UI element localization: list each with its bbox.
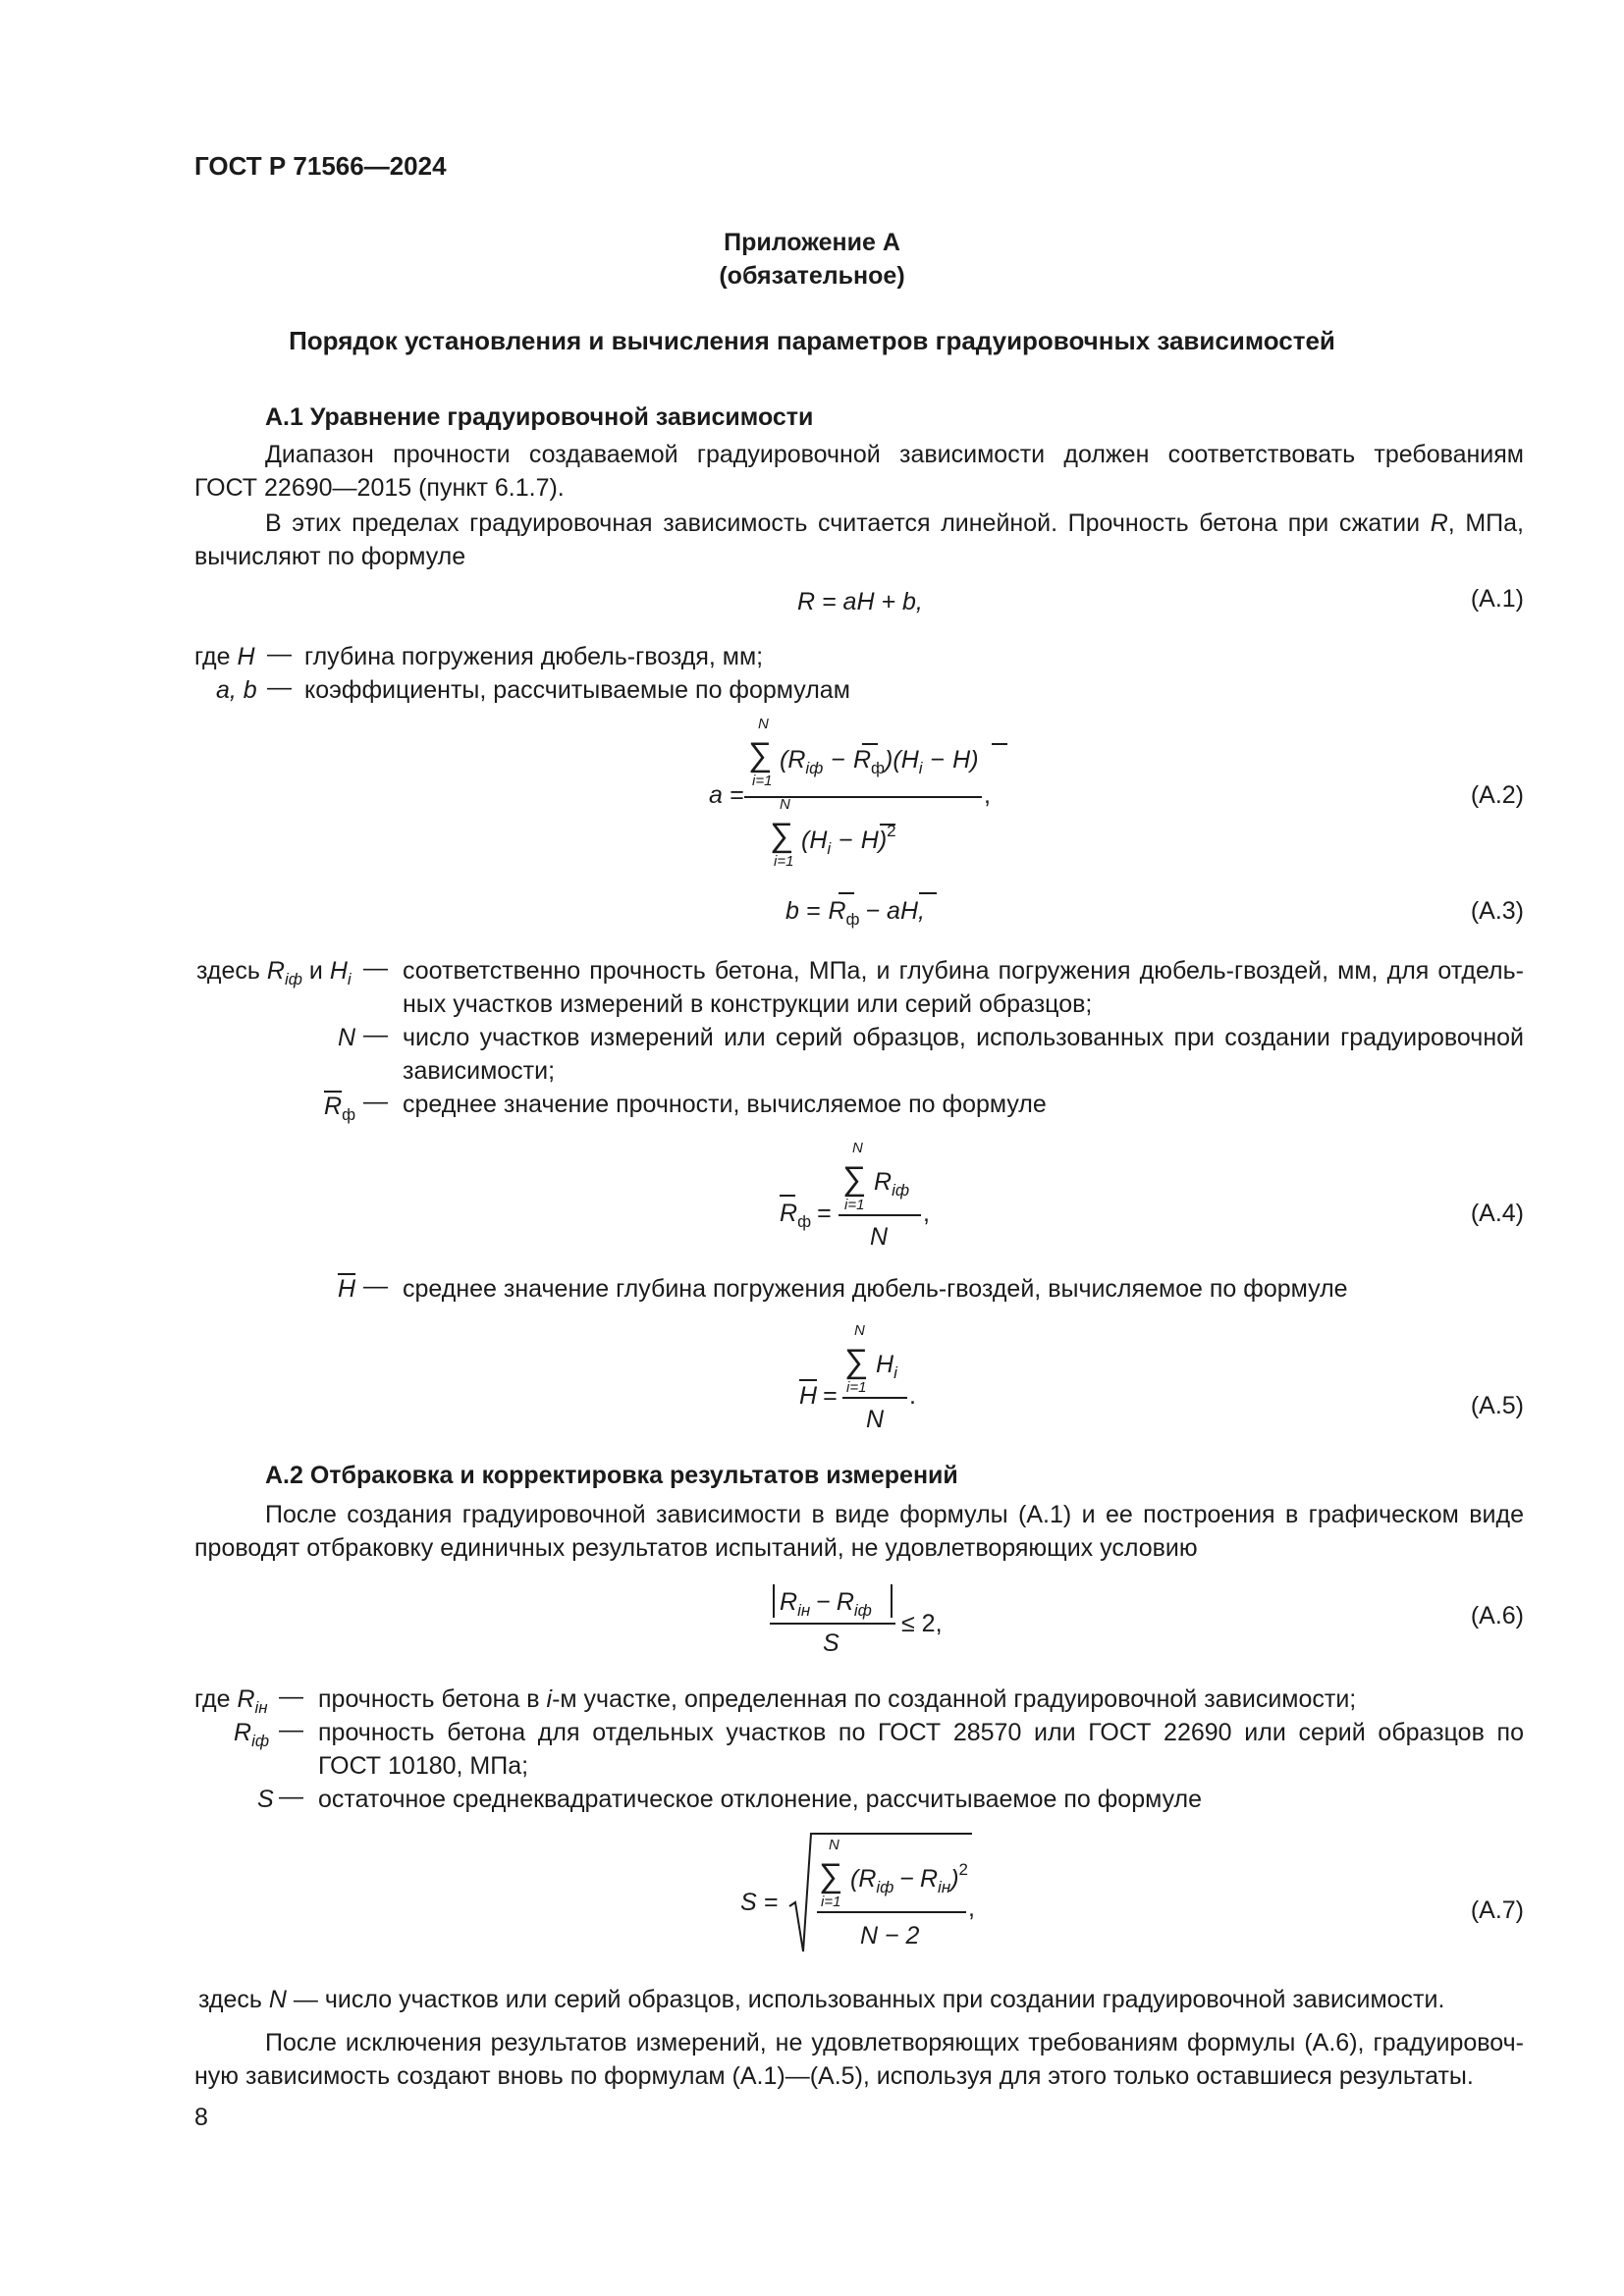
svg-text:S =: S = bbox=[740, 1889, 779, 1916]
definition-text: среднее значение глубина погружения дюбель-гвоздей, вычисляемое по формуле bbox=[403, 1275, 1348, 1303]
definition-symbol: N bbox=[338, 1024, 356, 1051]
page-title: Порядок установления и вычисления параметров градуировочных зависимостей bbox=[289, 326, 1335, 355]
svg-text:N: N bbox=[866, 1406, 885, 1433]
definition-text: зависимости; bbox=[403, 1057, 556, 1085]
paragraph-line: ную зависимость создают вновь по формулам (А.1)—(А.5), используя для этого только оставшиеся результаты. bbox=[194, 2062, 1474, 2090]
svg-text:N: N bbox=[829, 1837, 839, 1853]
definition-dash: — bbox=[363, 1088, 388, 1115]
definition-dash: — bbox=[363, 1021, 388, 1048]
svg-text:i=1: i=1 bbox=[821, 1894, 841, 1910]
sum-bottom: i=1 bbox=[752, 773, 773, 789]
definition-text: ных участков измерений в конструкции или серий образцов; bbox=[403, 990, 1093, 1018]
svg-text:(Hi−H)2: $(H_i - H)^2$ bbox=[801, 822, 896, 858]
paragraph-line: Диапазон прочности создаваемой градуировочной зависимости должен соответствовать требованиям bbox=[265, 441, 1524, 468]
definition-text: прочность бетона в i-м участке, определенная по созданной градуировочной зависимости; bbox=[318, 1685, 1357, 1713]
equation-number: (А.3) bbox=[1470, 897, 1524, 925]
svg-text:,: , bbox=[984, 781, 991, 809]
svg-text:,: , bbox=[923, 1200, 930, 1227]
section-a1-heading: А.1 Уравнение градуировочной зависимости bbox=[265, 403, 814, 431]
svg-text:(Riф−Rф)(Hi−H): $(R_{iф} - R_ф)(H_i - H)$ bbox=[780, 746, 979, 777]
equation-a6 bbox=[766, 1571, 962, 1659]
equation-number: (А.6) bbox=[1470, 1602, 1524, 1629]
definition-symbol: a, b bbox=[216, 676, 257, 704]
equation-a3 bbox=[776, 883, 972, 933]
sigma-symbol: ∑ bbox=[770, 817, 794, 854]
paragraph-line: После исключения результатов измерений, не удовлетворяющих требованиям формулы (А.6), градуировоч- bbox=[265, 2029, 1524, 2056]
definition-symbol: $\overline{H}$ bbox=[338, 1275, 356, 1303]
definition-text: соответственно прочность бетона, МПа, и глубина погружения дюбель-гвоздей, мм, для отдель- bbox=[403, 957, 1524, 985]
definition-text: глубина погружения дюбель-гвоздя, мм; bbox=[304, 643, 764, 670]
definition-symbol: $\overline{R}_ф$ bbox=[324, 1093, 356, 1124]
paragraph-line: После создания градуировочной зависимости в виде формулы (А.1) и ее построения в графическом виде bbox=[265, 1501, 1524, 1528]
definition-symbol: где $R_{iн}$ bbox=[194, 1685, 268, 1717]
appendix-title: Приложение А bbox=[724, 229, 900, 256]
equation-number: (А.5) bbox=[1470, 1392, 1524, 1419]
paragraph-line: ГОСТ 22690—2015 (пункт 6.1.7). bbox=[194, 474, 565, 502]
definition-dash: — bbox=[363, 954, 388, 982]
definition-dash: — bbox=[363, 1272, 388, 1300]
page-number: 8 bbox=[194, 2104, 208, 2131]
equation-a7 bbox=[727, 1828, 1001, 1955]
sum-top: N bbox=[758, 716, 769, 732]
svg-text:,: , bbox=[968, 1895, 975, 1922]
svg-text:N: N bbox=[852, 1140, 863, 1156]
section-a2-heading: А.2 Отбраковка и корректировка результатов измерений bbox=[265, 1462, 958, 1489]
definition-text: среднее значение прочности, вычисляемое по формуле bbox=[403, 1091, 1047, 1118]
equation-a2 bbox=[687, 715, 1041, 881]
svg-text:N: N bbox=[870, 1223, 889, 1251]
equation-number: (А.7) bbox=[1470, 1896, 1524, 1924]
sigma-symbol: ∑ bbox=[748, 736, 773, 774]
equation-a5 bbox=[785, 1321, 982, 1439]
definition-text: остаточное среднеквадратическое отклонение, рассчитываемое по формуле bbox=[318, 1786, 1203, 1813]
paragraph-line: вычисляют по формуле bbox=[194, 543, 466, 570]
definition-dash: — bbox=[279, 1716, 303, 1743]
definition-symbol: $R_{iф}$ bbox=[234, 1719, 270, 1750]
svg-text:S: S bbox=[823, 1629, 839, 1657]
definition-text: прочность бетона для отдельных участков по ГОСТ 28570 или ГОСТ 22690 или серий образцов по bbox=[318, 1719, 1524, 1746]
svg-text:i=1: i=1 bbox=[774, 853, 794, 870]
definition-symbol: здесь $R_{iф}$ и $H_i$ bbox=[196, 957, 352, 988]
svg-text:i=1: i=1 bbox=[844, 1197, 865, 1213]
paragraph-line: В этих пределах градуировочная зависимость считается линейной. Прочность бетона при сжатии R, МПа, bbox=[265, 509, 1524, 537]
svg-text:b =Rф− aH,: $b = R_ф$ − aH, bbox=[785, 897, 925, 929]
svg-text:.: . bbox=[909, 1382, 916, 1410]
standard-designation: ГОСТ Р 71566—2024 bbox=[194, 151, 447, 181]
svg-text:N − 2: N − 2 bbox=[860, 1922, 920, 1949]
definition-row: где H bbox=[194, 643, 255, 670]
svg-text:Rф=: $R_ф$ = bbox=[780, 1200, 832, 1231]
equation-a1: R = aH + b, bbox=[797, 588, 923, 615]
svg-text:H=: H = bbox=[799, 1382, 838, 1410]
sigma-symbol: ∑ bbox=[842, 1160, 867, 1198]
sigma-symbol: ∑ bbox=[819, 1857, 843, 1895]
equation-number: (А.2) bbox=[1470, 781, 1524, 809]
svg-text:N: N bbox=[780, 796, 790, 813]
equation-number: (А.1) bbox=[1470, 585, 1524, 613]
sigma-symbol: ∑ bbox=[844, 1343, 869, 1380]
equation-a4 bbox=[776, 1139, 972, 1256]
svg-text:Riф: $R_{iф}$ bbox=[874, 1168, 910, 1200]
definition-text: ГОСТ 10180, МПа; bbox=[318, 1752, 529, 1780]
equation-number: (А.4) bbox=[1470, 1200, 1524, 1227]
definition-dash: — bbox=[279, 1682, 303, 1710]
definition-text: коэффициенты, рассчитываемые по формулам bbox=[304, 676, 850, 704]
svg-text:≤ 2,: ≤ 2, bbox=[901, 1610, 943, 1637]
definition-text: число участков измерений или серий образцов, использованных при создании градуировочной bbox=[403, 1024, 1524, 1051]
svg-text:N: N bbox=[854, 1322, 865, 1339]
definition-dash: — bbox=[267, 640, 292, 667]
appendix-status: (обязательное) bbox=[719, 262, 905, 290]
definition-symbol: S bbox=[257, 1786, 274, 1813]
eq-lhs: a = bbox=[709, 781, 744, 809]
definition-dash: — bbox=[279, 1783, 303, 1810]
svg-text:(Riф−Riн)2: $(R_{iф} - R_{iн})^2$ bbox=[850, 1860, 968, 1896]
svg-text:Hi: $H_i$ bbox=[876, 1351, 897, 1382]
definition-dash: — bbox=[267, 673, 292, 701]
svg-text:i=1: i=1 bbox=[846, 1379, 867, 1396]
svg-text:Riн−Riф: $R_{iн} - R_{iф}$ bbox=[780, 1588, 872, 1620]
paragraph-line: здесь N — число участков или серий образцов, использованных при создании градуировочной зависимости. bbox=[198, 1986, 1445, 2013]
paragraph-line: проводят отбраковку единичных результатов испытаний, не удовлетворяющих условию bbox=[194, 1534, 1198, 1562]
